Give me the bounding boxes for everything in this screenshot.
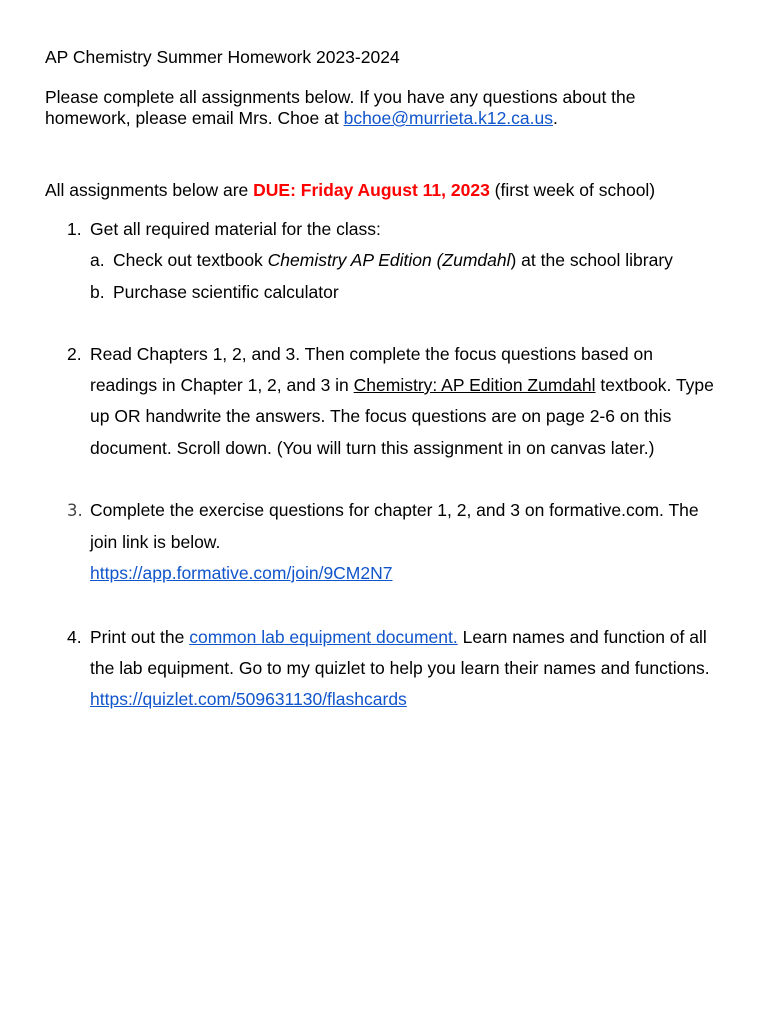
- item-1a-prefix: Check out textbook: [113, 250, 268, 270]
- item-2-line-2-prefix: readings in Chapter 1, 2, and 3 in: [90, 375, 354, 395]
- item-1b-text: Purchase scientific calculator: [113, 282, 339, 302]
- due-date: DUE: Friday August 11, 2023: [253, 180, 490, 200]
- item-1a-letter: a.: [90, 250, 105, 270]
- document-title: AP Chemistry Summer Homework 2023-2024: [45, 47, 400, 67]
- intro-line-1: Please complete all assignments below. If you have any questions about the: [45, 87, 636, 107]
- quizlet-flashcards-link[interactable]: https://quizlet.com/509631130/flashcards: [90, 689, 407, 709]
- due-line: [45, 180, 655, 201]
- item-4-number: 4.: [67, 627, 82, 647]
- item-3-link-line: [90, 563, 393, 584]
- item-4-line-1-prefix: Print out the: [90, 627, 190, 647]
- due-suffix: (first week of school): [489, 180, 656, 200]
- item-2-line-3: up OR handwrite the answers. The focus questions are on page 2-6 on this: [90, 406, 672, 426]
- item-1a-text: [113, 250, 673, 271]
- item-3-line-1: Complete the exercise questions for chapter 1, 2, and 3 on formative.com. The: [90, 500, 699, 520]
- textbook-title: Chemistry AP Edition (Zumdahl: [267, 250, 511, 270]
- item-2-number: 2.: [67, 344, 82, 364]
- item-1-number: 1.: [67, 219, 82, 239]
- item-2-line-1: Read Chapters 1, 2, and 3. Then complete the focus questions based on: [90, 344, 653, 364]
- item-4-link-line: [90, 689, 407, 710]
- item-4-line-1-suffix: Learn names and function of all: [457, 627, 707, 647]
- item-4-line-1: [90, 627, 707, 648]
- item-1-text: Get all required material for the class:: [90, 219, 381, 239]
- lab-equipment-document-link[interactable]: common lab equipment document.: [189, 627, 458, 647]
- item-2-line-2-suffix: textbook. Type: [595, 375, 714, 395]
- email-link[interactable]: bchoe@murrieta.k12.ca.us: [343, 108, 553, 128]
- item-2-line-4: document. Scroll down. (You will turn this assignment in on canvas later.): [90, 438, 655, 458]
- item-3-number: 3.: [67, 501, 83, 520]
- item-1b-letter: b.: [90, 282, 105, 302]
- intro-line-2-text: homework, please email Mrs. Choe at: [45, 108, 344, 128]
- intro-line-2: [45, 108, 558, 129]
- formative-join-link[interactable]: https://app.formative.com/join/9CM2N7: [90, 563, 393, 583]
- item-4-line-2: the lab equipment. Go to my quizlet to help you learn their names and functions.: [90, 658, 710, 678]
- item-1a-suffix: ) at the school library: [510, 250, 673, 270]
- textbook-name-underlined: Chemistry: AP Edition Zumdahl: [353, 375, 596, 395]
- due-prefix: All assignments below are: [45, 180, 254, 200]
- intro-line-2-suffix: .: [553, 108, 558, 128]
- item-2-line-2: [90, 375, 714, 396]
- item-3-line-2: join link is below.: [90, 532, 221, 552]
